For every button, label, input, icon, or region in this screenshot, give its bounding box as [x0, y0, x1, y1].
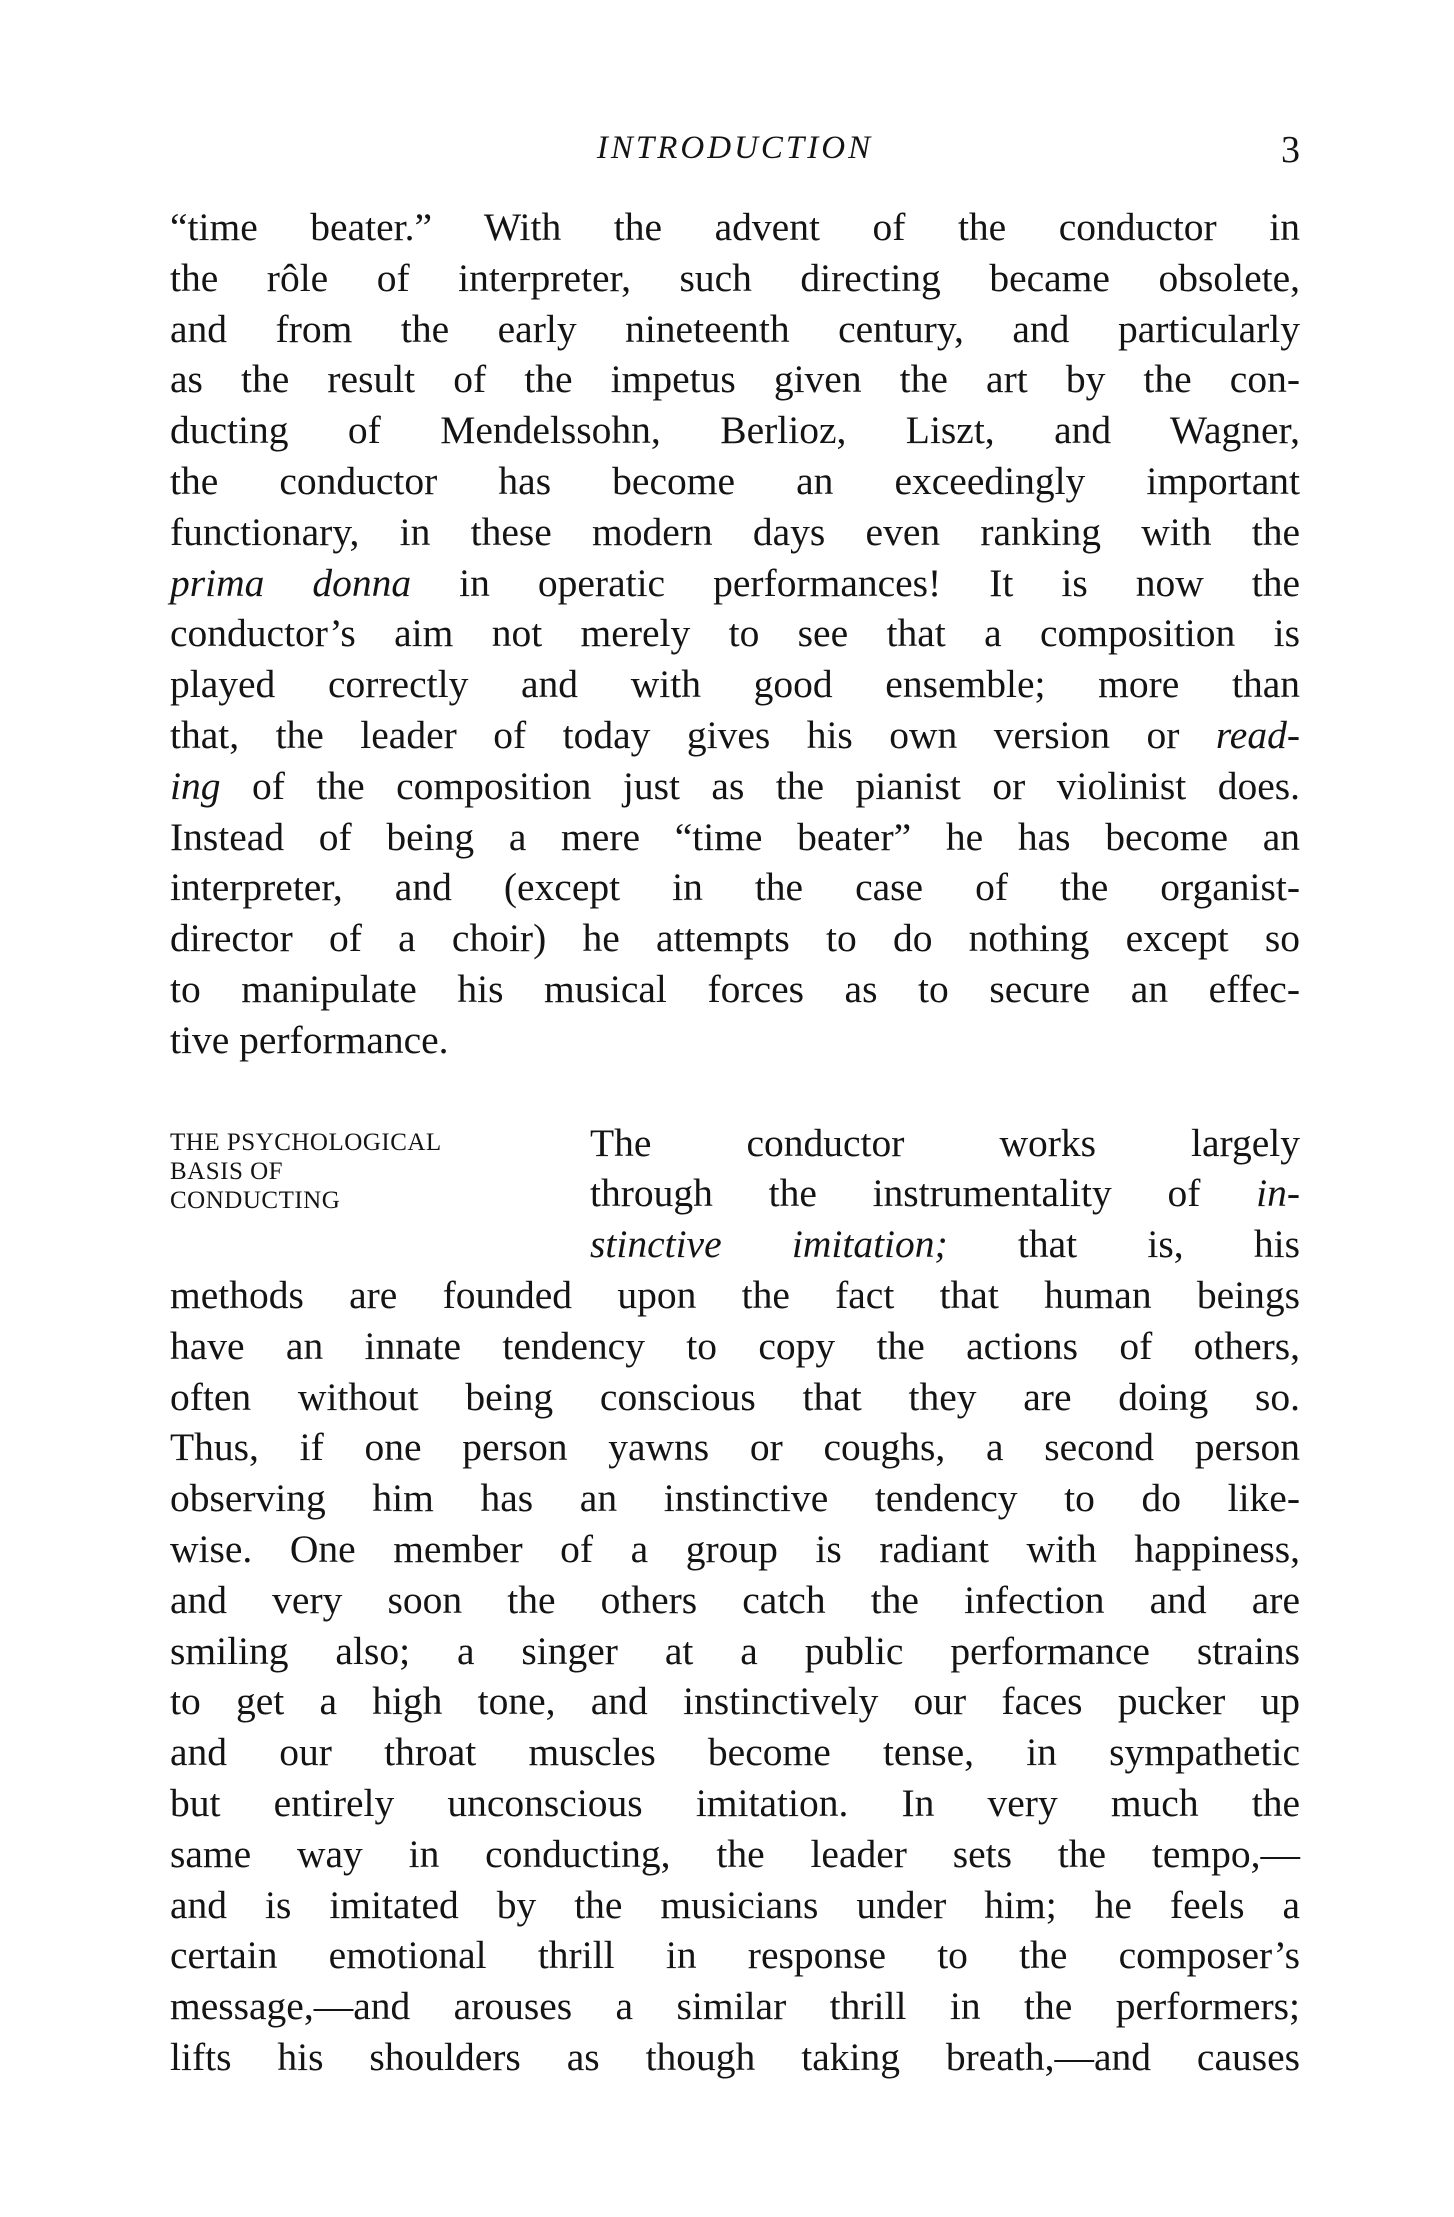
section-psychological-basis — [170, 1118, 1300, 2083]
side-heading-line: CONDUCTING — [170, 1186, 341, 1214]
text-line: and very soon the others catch the infection and are — [170, 1577, 1300, 1622]
section-head — [170, 1118, 1300, 1270]
text-line: the rôle of interpreter, such directing became obsolete, — [170, 255, 1300, 300]
text-line: same way in conducting, the leader sets the tempo,— — [170, 1831, 1300, 1876]
text-line: to manipulate his musical forces as to secure an effec- — [170, 966, 1300, 1011]
text-line: “time beater.” With the advent of the conductor in — [170, 205, 1300, 249]
text-line — [170, 558, 1300, 609]
side-heading — [170, 1118, 590, 1270]
italic-phrase: prima donna — [170, 560, 412, 605]
text-line: functionary, in these modern days even ranking with the — [170, 509, 1300, 554]
text-line: The conductor works largely — [590, 1120, 1300, 1165]
side-heading-line: BASIS OF — [170, 1157, 284, 1185]
side-heading-line: THE PSYCHOLOGICAL — [170, 1128, 442, 1156]
text-fragment: through the instrumentality of — [590, 1171, 1257, 1216]
text-line: but entirely unconscious imitation. In very much the — [170, 1780, 1300, 1825]
text-line — [170, 710, 1300, 761]
book-page — [170, 130, 1300, 2083]
italic-phrase: read- — [1215, 712, 1300, 757]
text-line: and from the early nineteenth century, and particularly — [170, 306, 1300, 351]
text-line: and our throat muscles become tense, in sympathetic — [170, 1730, 1300, 1775]
text-line: Instead of being a mere “time beater” he has become an — [170, 814, 1300, 859]
text-line: ducting of Mendelssohn, Berlioz, Liszt, and Wagner, — [170, 408, 1300, 453]
italic-phrase: ing — [170, 763, 221, 808]
text-fragment: that, the leader of today gives his own version or — [170, 712, 1216, 757]
text-line: played correctly and with good ensemble; more than — [170, 662, 1300, 707]
text-line: the conductor has become an exceedingly important — [170, 458, 1300, 503]
text-line: methods are founded upon the fact that human beings — [170, 1272, 1300, 1317]
text-line — [590, 1168, 1300, 1219]
text-line: have an innate tendency to copy the actions of others, — [170, 1323, 1300, 1368]
section-body — [170, 1270, 1300, 2083]
text-line: Thus, if one person yawns or coughs, a second person — [170, 1425, 1300, 1470]
running-title: INTRODUCTION — [596, 130, 874, 166]
text-line: certain emotional thrill in response to the composer’s — [170, 1933, 1300, 1978]
italic-phrase: in- — [1256, 1171, 1300, 1216]
text-line: smiling also; a singer at a public performance strains — [170, 1628, 1300, 1673]
text-fragment: that is, his — [947, 1222, 1300, 1267]
text-line — [590, 1219, 1300, 1270]
page-number: 3 — [1281, 129, 1300, 171]
paragraph-1 — [170, 202, 1300, 1066]
text-line: tive performance. — [170, 1017, 449, 1062]
running-head — [170, 130, 1300, 190]
text-line: as the result of the impetus given the art by the con- — [170, 357, 1300, 402]
text-line: lifts his shoulders as though taking breath,—and causes — [170, 2034, 1300, 2079]
text-line: message,—and arouses a similar thrill in the performers; — [170, 1984, 1300, 2029]
text-line: observing him has an instinctive tendency to do like- — [170, 1476, 1300, 1521]
text-line — [170, 761, 1300, 812]
text-fragment: in operatic performances! It is now the — [411, 560, 1300, 605]
text-line: interpreter, and (except in the case of the organist- — [170, 865, 1300, 910]
text-line: and is imitated by the musicians under him; he feels a — [170, 1882, 1300, 1927]
section-head-text — [590, 1118, 1300, 1270]
text-line: conductor’s aim not merely to see that a composition is — [170, 611, 1300, 656]
text-fragment: of the composition just as the pianist or violinist does. — [220, 763, 1300, 808]
text-line: director of a choir) he attempts to do nothing except so — [170, 916, 1300, 961]
text-line: to get a high tone, and instinctively our faces pucker up — [170, 1679, 1300, 1724]
text-line: wise. One member of a group is radiant with happiness, — [170, 1526, 1300, 1571]
text-line: often without being conscious that they are doing so. — [170, 1374, 1300, 1419]
italic-phrase: stinctive imitation; — [590, 1222, 948, 1267]
